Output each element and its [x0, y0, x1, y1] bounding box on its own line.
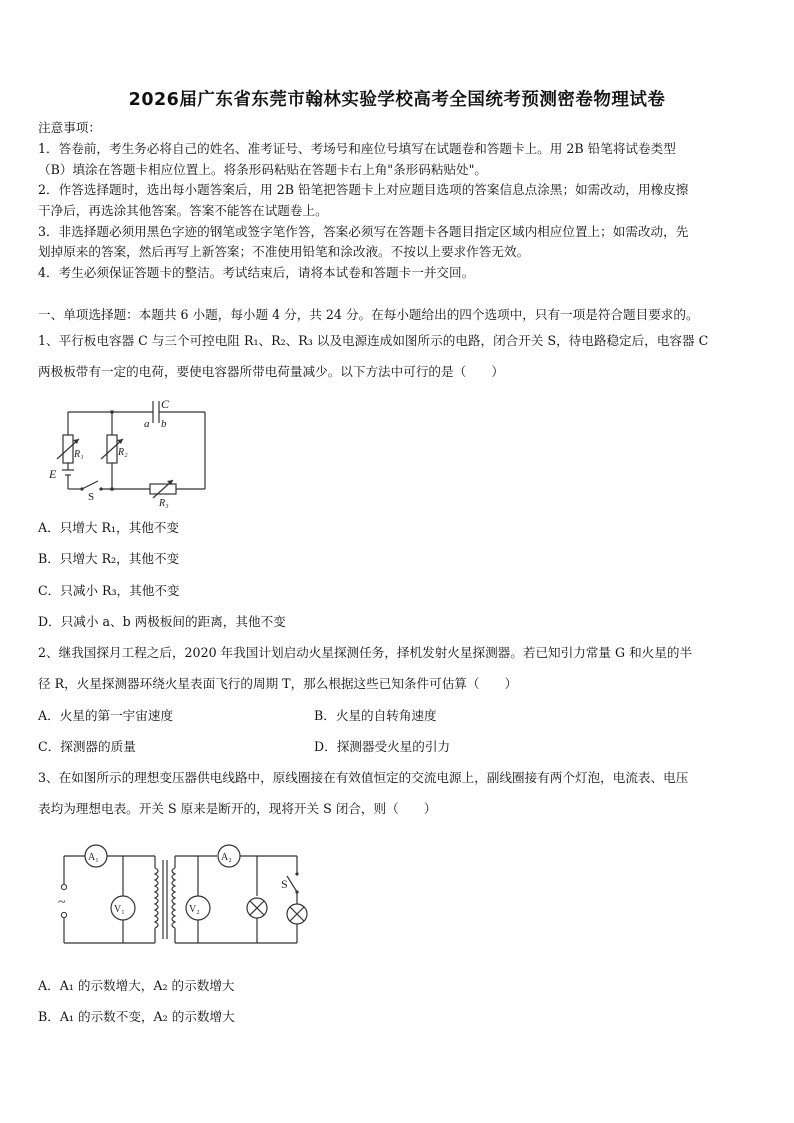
- label-e: E: [49, 467, 57, 481]
- capacitor-circuit-diagram: [40, 395, 215, 515]
- label-s: S: [88, 491, 95, 503]
- answer-option: C．探测器的质量: [38, 739, 136, 754]
- question-stem: 2、继我国探月工程之后，2020 年我国计划启动火星探测任务，择机发射火星探测器。若已知引力常量 G 和火星的半: [38, 645, 693, 660]
- question-stem: 径 R，火星探测器环绕火星表面飞行的周期 T，那么根据这些已知条件可估算（ ）: [38, 676, 518, 691]
- notice-line: 2．作答选择题时，选出每小题答案后，用 2B 铅笔把答题卡上对应题目选项的答案信息点涂黑；如需改动，用橡皮擦: [38, 182, 689, 197]
- answer-option: B．火星的自转角速度: [314, 708, 437, 723]
- label-r1: R₁: [74, 449, 84, 460]
- answer-option: B．只增大 R₂，其他不变: [38, 551, 180, 566]
- section-heading: 一、单项选择题：本题共 6 小题，每小题 4 分，共 24 分。在每小题给出的四个选项中，只有一项是符合题目要求的。: [38, 307, 699, 322]
- answer-option: B．A₁ 的示数不变，A₂ 的示数增大: [38, 1009, 235, 1024]
- answer-option: C．只减小 R₃，其他不变: [38, 583, 180, 598]
- switch-s-label: S: [281, 877, 288, 891]
- notice-line: 划掉原来的答案，然后再写上新答案；不准使用铅笔和涂改液。不按以上要求作答无效。: [38, 244, 530, 259]
- question-stem: 表均为理想电表。开关 S 原来是断开的，现将开关 S 闭合，则（ ）: [38, 801, 437, 816]
- notice-line: 1．答卷前，考生务必将自己的姓名、准考证号、考场号和座位号填写在试题卷和答题卡上。用 2B 铅笔将试卷类型: [38, 141, 676, 156]
- voltmeter-v2-label: V₂: [189, 904, 200, 915]
- ammeter-a1-label: A₁: [88, 852, 99, 863]
- question-stem: 1、平行板电容器 C 与三个可控电阻 R₁、R₂、R₃ 以及电源连成如图所示的电路，闭合开关 S，待电路稳定后，电容器 C: [38, 333, 709, 348]
- notice-line: 干净后，再选涂其他答案。答案不能答在试题卷上。: [38, 203, 328, 218]
- ammeter-a2-label: A₂: [221, 852, 232, 863]
- label-b: b: [161, 418, 167, 430]
- label-c: C: [161, 397, 170, 411]
- answer-option: A．只增大 R₁，其他不变: [38, 520, 179, 535]
- page-title: 2026届广东省东莞市翰林实验学校高考全国统考预测密卷物理试卷: [128, 90, 666, 110]
- label-r2: R₂: [118, 447, 128, 458]
- answer-option: D．探测器受火星的引力: [314, 739, 451, 754]
- ac-source-symbol: ~: [58, 895, 66, 910]
- label-r3: R₃: [159, 498, 169, 509]
- transformer-circuit-diagram: [52, 838, 317, 950]
- answer-option: A．火星的第一宇宙速度: [38, 708, 174, 723]
- answer-option: D．只减小 a、b 两极板间的距离，其他不变: [38, 614, 286, 629]
- question-stem: 两极板带有一定的电荷，要使电容器所带电荷量减少。以下方法中可行的是（ ）: [38, 364, 504, 379]
- answer-option: A．A₁ 的示数增大，A₂ 的示数增大: [38, 978, 235, 993]
- notice-heading: 注意事项：: [38, 120, 101, 135]
- notice-line: （B）填涂在答题卡相应位置上。将条形码粘贴在答题卡右上角"条形码粘贴处"。: [38, 162, 488, 177]
- notice-line: 4．考生必须保证答题卡的整洁。考试结束后，请将本试卷和答题卡一并交回。: [38, 265, 475, 280]
- question-stem: 3、在如图所示的理想变压器供电线路中，原线圈接在有效值恒定的交流电源上，副线圈接有两个灯泡，电流表、电压: [38, 770, 689, 785]
- label-a: a: [144, 418, 150, 430]
- notice-line: 3．非选择题必须用黑色字迹的钢笔或签字笔作答，答案必须写在答题卡各题目指定区域内相应位置上；如需改动，先: [38, 224, 689, 239]
- voltmeter-v1-label: V₁: [114, 904, 125, 915]
